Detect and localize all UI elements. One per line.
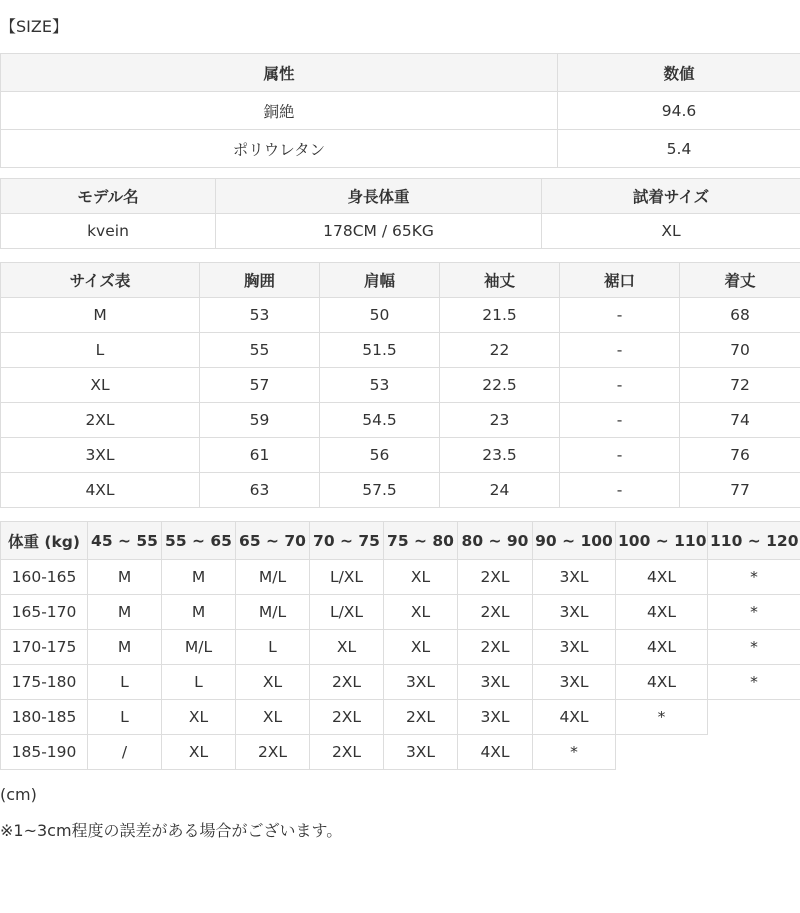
- size-chart-cell: 57: [200, 368, 320, 403]
- weight-chart-cell: 4XL: [616, 630, 708, 665]
- size-chart-header-cell: 肩幅: [320, 263, 440, 298]
- weight-chart-header-row: [1, 522, 800, 560]
- weight-chart-cell: 3XL: [533, 630, 616, 665]
- weight-chart-cell: L: [162, 665, 236, 700]
- composition-cell: 94.6: [558, 92, 800, 130]
- size-chart-cell: 53: [200, 298, 320, 333]
- weight-chart-cell: 3XL: [533, 595, 616, 630]
- size-chart-cell: 3XL: [1, 438, 200, 473]
- model-header-name: モデル名: [1, 179, 216, 214]
- size-chart-cell: 50: [320, 298, 440, 333]
- size-chart-cell: 53: [320, 368, 440, 403]
- weight-chart-row: [1, 735, 800, 770]
- weight-chart-cell: XL: [384, 560, 458, 595]
- weight-chart-cell: M: [162, 560, 236, 595]
- composition-header-row: [1, 54, 800, 92]
- weight-chart-header-cell: 90 ~ 100: [533, 522, 616, 560]
- weight-chart-row: [1, 665, 800, 700]
- unit-note: (cm): [0, 785, 37, 804]
- model-header-height-weight: 身長体重: [216, 179, 542, 214]
- weight-chart-cell: XL: [236, 665, 310, 700]
- weight-chart-cell: *: [708, 665, 800, 700]
- size-chart-header-row: [1, 263, 800, 298]
- weight-chart-cell: 185-190: [1, 735, 88, 770]
- weight-height-chart-table: [0, 521, 800, 770]
- weight-chart-cell: 4XL: [533, 700, 616, 735]
- weight-chart-cell: L: [236, 630, 310, 665]
- weight-chart-cell: [708, 735, 800, 770]
- size-chart-cell: 76: [680, 438, 800, 473]
- weight-chart-cell: 160-165: [1, 560, 88, 595]
- weight-chart-cell: L: [88, 700, 162, 735]
- weight-chart-cell: *: [708, 560, 800, 595]
- model-cell: 178CM / 65KG: [216, 214, 542, 249]
- composition-row: [1, 130, 800, 168]
- size-chart-cell: 68: [680, 298, 800, 333]
- size-chart-cell: 23.5: [440, 438, 560, 473]
- size-chart-header-cell: 胸囲: [200, 263, 320, 298]
- size-chart-cell: 22.5: [440, 368, 560, 403]
- weight-chart-cell: 2XL: [236, 735, 310, 770]
- weight-chart-header-cell: 75 ~ 80: [384, 522, 458, 560]
- weight-chart-cell: 3XL: [533, 665, 616, 700]
- weight-chart-cell: XL: [310, 630, 384, 665]
- weight-chart-cell: XL: [384, 630, 458, 665]
- weight-chart-cell: *: [708, 595, 800, 630]
- weight-chart-cell: 3XL: [384, 665, 458, 700]
- weight-chart-cell: 165-170: [1, 595, 88, 630]
- weight-chart-cell: L: [88, 665, 162, 700]
- size-chart-cell: 77: [680, 473, 800, 508]
- size-chart-cell: 24: [440, 473, 560, 508]
- weight-chart-cell: 3XL: [384, 735, 458, 770]
- weight-chart-cell: XL: [384, 595, 458, 630]
- size-chart-cell: 70: [680, 333, 800, 368]
- size-chart-table: [0, 262, 800, 508]
- weight-chart-cell: XL: [162, 735, 236, 770]
- size-chart-cell: 63: [200, 473, 320, 508]
- size-chart-cell: 2XL: [1, 403, 200, 438]
- size-chart-cell: 61: [200, 438, 320, 473]
- weight-chart-header-cell: 65 ~ 70: [236, 522, 310, 560]
- size-chart-row: [1, 403, 800, 438]
- weight-chart-header-cell: 70 ~ 75: [310, 522, 384, 560]
- size-chart-cell: 21.5: [440, 298, 560, 333]
- composition-cell: 銅絶: [1, 92, 558, 130]
- weight-chart-cell: [616, 735, 708, 770]
- weight-chart-cell: M/L: [162, 630, 236, 665]
- size-chart-cell: 59: [200, 403, 320, 438]
- size-chart-cell: -: [560, 333, 680, 368]
- weight-chart-cell: 2XL: [458, 595, 533, 630]
- model-cell: kvein: [1, 214, 216, 249]
- weight-chart-cell: 180-185: [1, 700, 88, 735]
- size-chart-cell: -: [560, 438, 680, 473]
- weight-chart-row: [1, 560, 800, 595]
- weight-chart-cell: M: [88, 560, 162, 595]
- weight-chart-cell: 170-175: [1, 630, 88, 665]
- model-header-row: [1, 179, 800, 214]
- size-heading: 【SIZE】: [0, 17, 68, 36]
- size-chart-cell: 72: [680, 368, 800, 403]
- weight-chart-cell: 4XL: [616, 665, 708, 700]
- size-chart-header-cell: サイズ表: [1, 263, 200, 298]
- weight-chart-cell: *: [616, 700, 708, 735]
- size-chart-cell: 55: [200, 333, 320, 368]
- size-chart-header-cell: 着丈: [680, 263, 800, 298]
- size-chart-cell: -: [560, 403, 680, 438]
- model-cell: XL: [542, 214, 800, 249]
- weight-chart-cell: 3XL: [458, 700, 533, 735]
- weight-chart-header-cell: 55 ~ 65: [162, 522, 236, 560]
- composition-header-value: 数値: [558, 54, 800, 92]
- weight-chart-cell: 3XL: [533, 560, 616, 595]
- weight-chart-cell: 3XL: [458, 665, 533, 700]
- weight-chart-cell: XL: [236, 700, 310, 735]
- weight-chart-row: [1, 630, 800, 665]
- size-chart-row: [1, 368, 800, 403]
- weight-chart-header-cell: 体重 (kg): [1, 522, 88, 560]
- weight-chart-cell: 4XL: [616, 595, 708, 630]
- size-chart-cell: -: [560, 368, 680, 403]
- weight-chart-header-cell: 80 ~ 90: [458, 522, 533, 560]
- model-header-fitting-size: 試着サイズ: [542, 179, 800, 214]
- size-chart-cell: 74: [680, 403, 800, 438]
- size-chart-cell: 56: [320, 438, 440, 473]
- weight-chart-cell: M: [88, 595, 162, 630]
- weight-chart-cell: 2XL: [384, 700, 458, 735]
- size-chart-row: [1, 298, 800, 333]
- size-chart-cell: M: [1, 298, 200, 333]
- weight-chart-cell: 4XL: [616, 560, 708, 595]
- weight-chart-cell: 2XL: [310, 700, 384, 735]
- composition-table: [0, 53, 800, 168]
- weight-chart-cell: *: [708, 630, 800, 665]
- composition-row: [1, 92, 800, 130]
- weight-chart-cell: 2XL: [310, 665, 384, 700]
- size-chart-cell: 57.5: [320, 473, 440, 508]
- composition-cell: ポリウレタン: [1, 130, 558, 168]
- size-chart-cell: 54.5: [320, 403, 440, 438]
- size-chart-cell: 4XL: [1, 473, 200, 508]
- weight-chart-cell: 4XL: [458, 735, 533, 770]
- weight-chart-cell: [708, 700, 800, 735]
- weight-chart-header-cell: 45 ~ 55: [88, 522, 162, 560]
- size-chart-cell: -: [560, 298, 680, 333]
- composition-header-attribute: 属性: [1, 54, 558, 92]
- size-chart-row: [1, 438, 800, 473]
- weight-chart-cell: 175-180: [1, 665, 88, 700]
- weight-chart-cell: /: [88, 735, 162, 770]
- weight-chart-row: [1, 700, 800, 735]
- weight-chart-cell: L/XL: [310, 560, 384, 595]
- measurement-error-note: ※1~3cm程度の誤差がある場合がございます。: [0, 821, 343, 840]
- weight-chart-header-cell: 100 ~ 110: [616, 522, 708, 560]
- size-chart-cell: L: [1, 333, 200, 368]
- weight-chart-cell: 2XL: [310, 735, 384, 770]
- weight-chart-row: [1, 595, 800, 630]
- size-chart-cell: 51.5: [320, 333, 440, 368]
- composition-cell: 5.4: [558, 130, 800, 168]
- size-chart-cell: 23: [440, 403, 560, 438]
- size-chart-header-cell: 裾口: [560, 263, 680, 298]
- weight-chart-cell: M/L: [236, 595, 310, 630]
- size-chart-row: [1, 473, 800, 508]
- weight-chart-cell: M/L: [236, 560, 310, 595]
- weight-chart-cell: 2XL: [458, 630, 533, 665]
- size-chart-cell: 22: [440, 333, 560, 368]
- weight-chart-header-cell: 110 ~ 120: [708, 522, 800, 560]
- weight-chart-cell: M: [162, 595, 236, 630]
- weight-chart-cell: XL: [162, 700, 236, 735]
- model-table: [0, 178, 800, 249]
- size-chart-header-cell: 袖丈: [440, 263, 560, 298]
- weight-chart-cell: 2XL: [458, 560, 533, 595]
- size-chart-cell: XL: [1, 368, 200, 403]
- weight-chart-cell: M: [88, 630, 162, 665]
- weight-chart-cell: *: [533, 735, 616, 770]
- size-chart-row: [1, 333, 800, 368]
- weight-chart-cell: L/XL: [310, 595, 384, 630]
- size-chart-cell: -: [560, 473, 680, 508]
- model-row: [1, 214, 800, 249]
